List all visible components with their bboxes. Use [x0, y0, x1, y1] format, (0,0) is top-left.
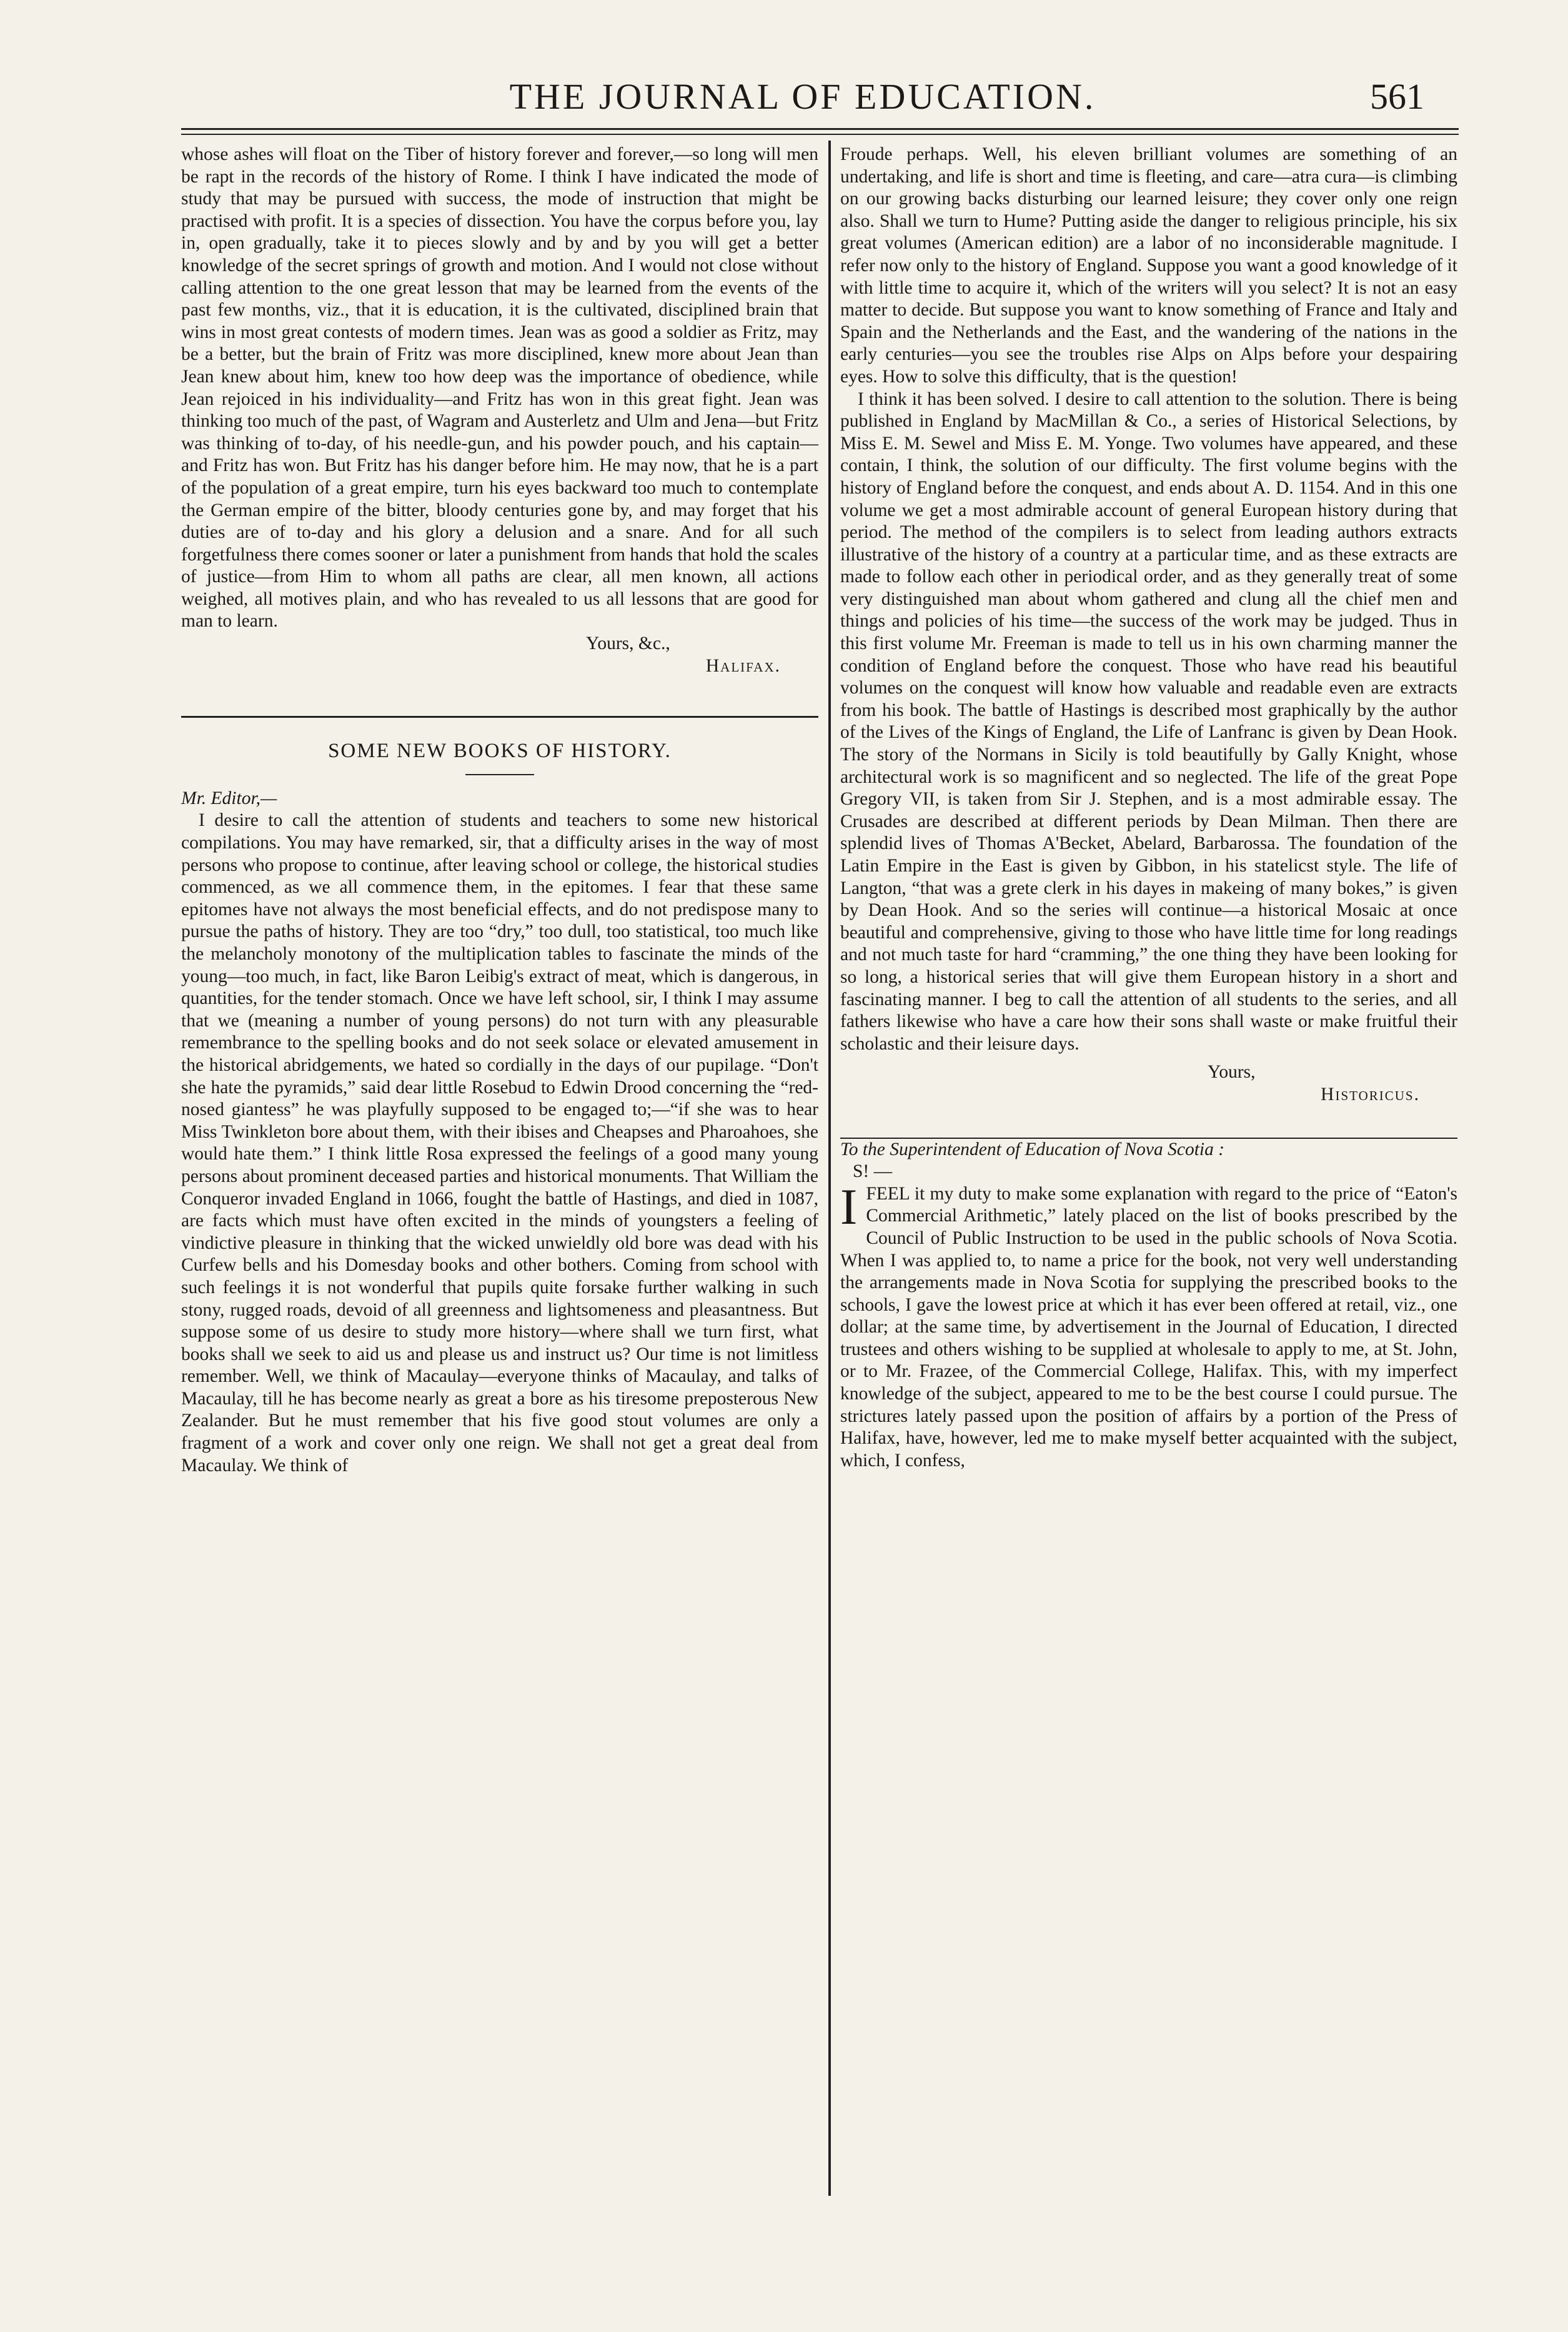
masthead: [181, 69, 1424, 125]
closing-yours: Yours, &c.,: [586, 633, 670, 654]
drop-cap: I: [840, 1178, 858, 1235]
section-divider: [181, 716, 818, 718]
title-underline: [465, 774, 534, 775]
closing-yours: Yours,: [1208, 1062, 1256, 1083]
header-rule-thin: [181, 134, 1459, 135]
header-rule: [181, 128, 1459, 130]
article-body: I desire to call the attention of students and teachers to some new historical compilations. You may have remarked, sir, that a difficulty arises in the way of most persons who propose to continue, after leaving school or college, the historical studies commenced, as we all commence them, in the epitomes. I fear that these same epitomes have not always the most beneficial effects, and do not predispose many to pursue the paths of history. They are too “dry,” too dull, too statistical, too much like the melancholy monotony of the multiplication tables to fascinate the minds of the young—too much, in fact, like Baron Leibig's extract of meat, which is dangerous, in quantities, for the tender stomach. Once we have left school, sir, I think I may assume that we (meaning a number of young persons) do not turn with any pleasurable remembrance to the spelling books and do not seek solace or elevated amusement in the historical abridgements, we hated so cordially in the days of our pupilage. “Don't she hate the pyramids,” said dear little Rosebud to Edwin Drood concerning the “red-nosed giantess” he was playfully supposed to be engaged to;—“if she was to hear Miss Twinkleton bore about them, with their ibises and Cheapses and Pharoahoes, she would hate them.” I think little Rosa expressed the feelings of a good many young persons about prominent deceased parties and historical monuments. That William the Conqueror invaded England in 1066, fought the battle of Hastings, and died in 1087, are facts which must have often excited in the minds of youngsters a feeling of vindictive pleasure in thinking that the wicked unwieldly old bore was dead with his Curfew bells and his Domesday books and other bothers. Coming from school with such feelings it is not wonderful that pupils quite forsake further walking in such stony, rugged roads, devoid of all greenness and lightsomeness and pleasantness. But suppose some of us desire to study more history—where shall we turn first, what books shall we seek to aid us and please us and instruct us? Our time is not limitless remember. Well, we think of Macaulay—everyone thinks of Macaulay, and talks of Macaulay, till he has become nearly as great a bore as his tiresome preposterous New Zealander. But he must remember that his five good stout volumes are only a fragment of a work and cover only one reign. We shall not get a great deal from Macaulay. We think of: [181, 810, 818, 1476]
right-column: [840, 144, 1457, 1472]
running-title: THE JOURNAL OF EDUCATION.: [509, 76, 1096, 117]
letter-body: [840, 1178, 1457, 1472]
left-column: [181, 144, 818, 1477]
continued-letter-text: whose ashes will float on the Tiber of history forever and forever,—so long will men be rapt in the records of the history of Rome. I think I have indicated the mode of study that may be pursued with success, the mode of instruction that might be practised with profit. It is a species of dissection. You have the corpus before you, lay in, open gradually, take it to pieces slowly and by and by you will get a better knowledge of the secret springs of growth and motion. And I would not close without calling attention to the one great lesson that may be learned from the events of the past few months, viz., that it is education, it is the cultivated, disciplined brain that wins in most great contests of modern times. Jean was as good a soldier as Fritz, may be a better, but the brain of Fritz was more disciplined, knew more about Jean than Jean knew about him, knew too how deep was the importance of obedience, while Jean rejoiced in his individuality—and Fritz has won in this great fight. Jean was thinking too much of the past, of Wagram and Austerletz and Ulm and Jena—but Fritz was thinking of to-day, of his needle-gun, and his powder pouch, and his captain—and Fritz has won. But Fritz has his danger before him. He may now, that he is a part of the population of a great empire, turn his eyes backward too much to contemplate the German empire of the bitter, bloody centuries gone by, and may forget that his duties are of to-day and his glory a delusion and a snare. And for all such forgetfulness there comes sooner or later a punishment from hands that hold the scales of justice—from Him to whom all paths are clear, all men known, all actions weighed, all motives plain, and who has revealed to us all lessons that are good for man to learn.: [181, 144, 818, 632]
page-number: 561: [1370, 76, 1424, 117]
letter-body-text: FEEL it my duty to make some explanation with regard to the price of “Eaton's Commercial Arithmetic,” lately placed on the list of books prescribed by the Council of Public Instruction to be used in the public schools of Nova Scotia. When I was applied to, to name a price for the book, not very well understanding the arrangements made in Nova Scotia for supplying the prescribed books to the schools, I gave the lowest price at which it has ever been offered at retail, viz., one dollar; at the same time, by advertisement in the Journal of Education, I directed trustees and others wishing to be supplied at wholesale to apply to me, at St. John, or to Mr. Frazee, of the Commercial College, Halifax. This, with my imperfect knowledge of the subject, appeared to me to be the best course I could pursue. The strictures lately passed upon the position of affairs by a portion of the Press of Halifax, have, however, led me to make myself better acquainted with the subject, which, I confess,: [840, 1183, 1457, 1471]
signature-halifax: Halifax.: [705, 655, 781, 676]
letter-address: To the Superintendent of Education of Nova Scotia :: [840, 1139, 1225, 1159]
column-divider: [828, 141, 831, 2196]
article-paragraph: I think it has been solved. I desire to call attention to the solution. There is being published in England by MacMillan & Co., a series of Historical Selections, by Miss E. M. Sewel and Miss E. M. Yonge. Two volumes have appeared, and these contain, I think, the solution of our difficulty. The first volume begins with the history of England before the conquest, and ends about A. D. 1154. And in this one volume we get a most admirable account of general European history during that period. The method of the compilers is to select from leading authors extracts illustrative of the history of a country at a particular time, and as these extracts are made to follow each other in periodical order, and as they generally treat of some very distinguished man about whom gathered and clung all the chief men and things and policies of his time—the success of the work may be judged. Thus in this first volume Mr. Freeman is made to tell us in his own charming manner the condition of England before the conquest. Those who have read his beautiful volumes on the conquest will know how valuable and readable even are extracts from his book. The battle of Hastings is described most graphically by the author of the Lives of the Kings of England, the Life of Lanfranc is given by Dean Hook. The story of the Normans in Sicily is told beautifully by Gally Knight, whose architectural work is so magnificent and so neglected. The life of the great Pope Gregory VII, is taken from Sir J. Stephen, and is a most admirable essay. The Crusades are described at different periods by Dean Milman. Then there are splendid lives of Thomas A'Becket, Abelard, Barbarossa. The foundation of the Latin Empire in the East is given by Gibbon, in his statelicst style. The life of Langton, “that was a grete clerk in his dayes in makeing of many bokes,” is given by Dean Hook. And so the series will continue—a historical Mosaic at once beautiful and comprehensive, giving to those who have little time for long readings and not much taste for hard “cramming,” the one thing they have been looking for so long, a historical series that will give them European history in a short and fascinating manner. I beg to call the attention of all students to the series, and all fathers likewise who have a care how their sons shall waste or make fruitful their scholastic and their leisure days.: [840, 389, 1457, 1054]
article-title: SOME NEW BOOKS OF HISTORY.: [328, 740, 672, 763]
signature-historicus: Historicus.: [1321, 1084, 1420, 1104]
letter-salutation: S! —: [853, 1161, 893, 1182]
article-continuation: Froude perhaps. Well, his eleven brilliant volumes are something of an undertaking, and life is short and time is fleeting, and care—atra cura—is climbing on our growing backs disturbing our learned leisure; they cover only one reign also. Shall we turn to Hume? Putting aside the danger to religious principle, his six great volumes (American edition) are a labor of no inconsiderable magnitude. I refer now only to the history of England. Suppose you want a good knowledge of it with little time to acquire it, which of the writers will you select? It is not an easy matter to decide. But suppose you want to know something of France and Italy and Spain and the Netherlands and the East, and the wandering of the nations in the early centuries—you see the troubles rise Alps on Alps before your despairing eyes. How to solve this difficulty, that is the question!: [840, 144, 1457, 387]
salutation: Mr. Editor,—: [181, 788, 277, 808]
